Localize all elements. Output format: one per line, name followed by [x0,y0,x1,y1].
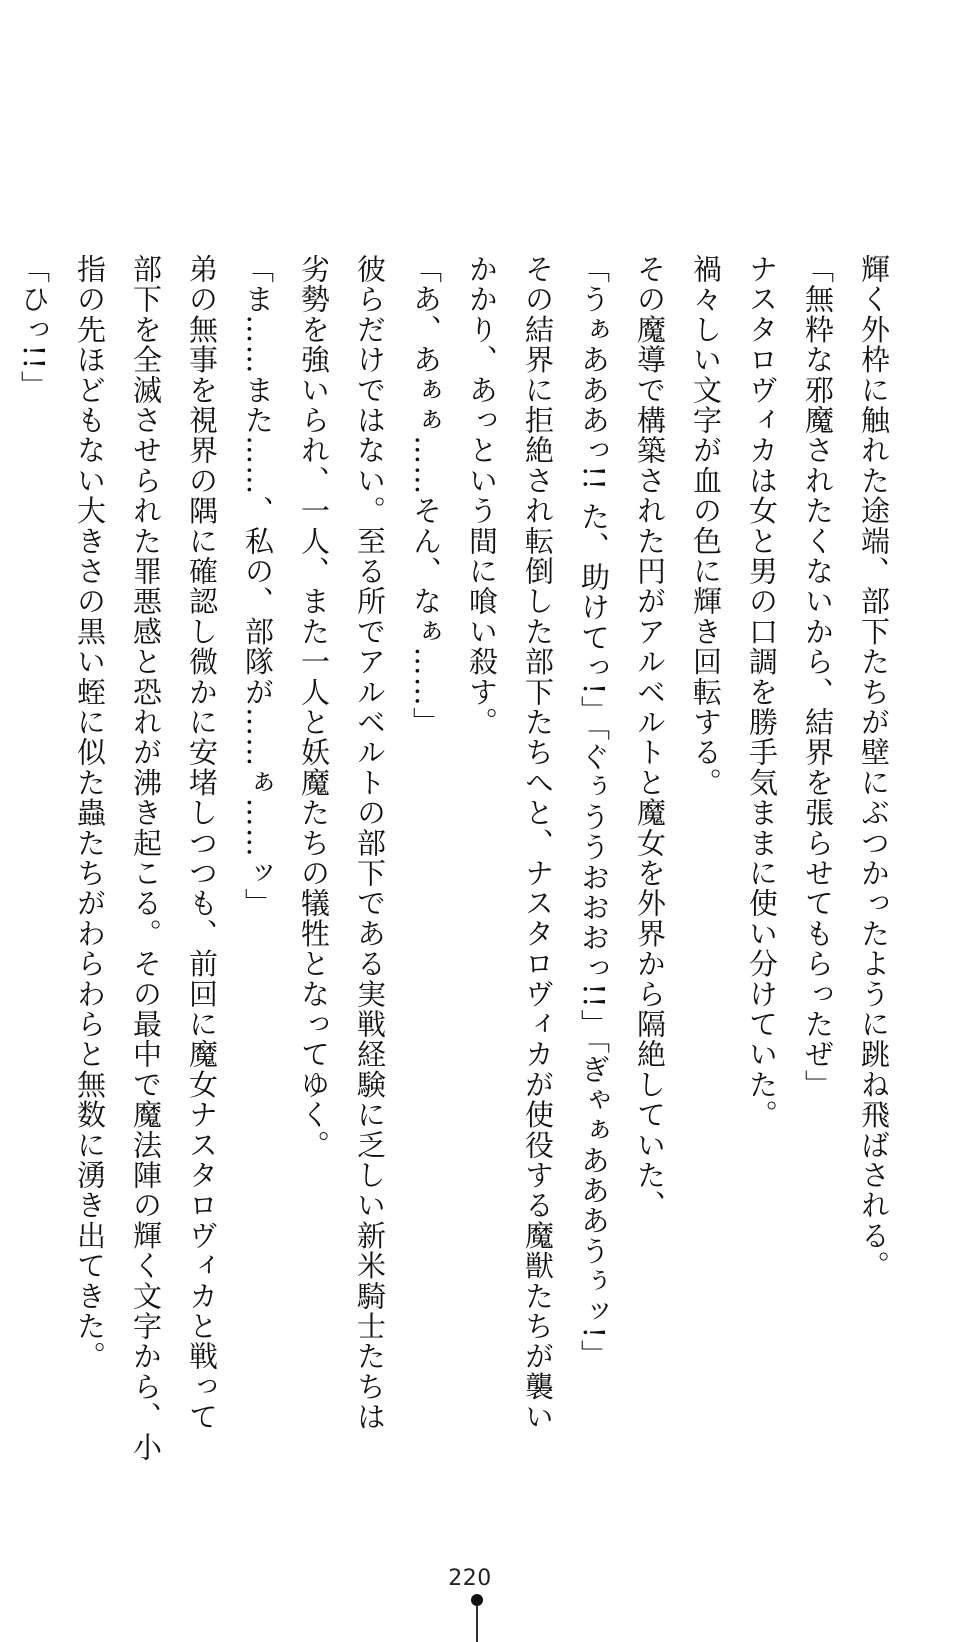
text-line: その魔導で構築された円がアルベルトと魔女を外界から隔絶していた、 [633,254,667,1221]
text-line: かかり、あっという間に喰い殺す。 [465,254,499,738]
text-line: 「ひっ!!」 [17,254,51,401]
text-line: 「うぁあああっ!! た、助けてっ!」「ぐぅううおおおっ!!」「ぎゃぁあああうぅッ!」 [577,254,611,1370]
text-line: 彼らだけではない。至る所でアルベルトの部下である実戦経験に乏しい新米騎士たちは [353,254,387,1432]
text-line: その結界に拒絶され転倒した部下たちへと、ナスタロヴィカが使役する魔獣たちが襲い [521,254,555,1432]
vertical-text-body [17,254,902,1462]
text-line: 劣勢を強いられ、一人、また一人と妖魔たちの犠牲となってゆく。 [297,254,331,1160]
text-line: 「ま……また……、私の、部隊が……ぁ……ッ」 [241,254,275,919]
folio-ornament [471,1594,483,1642]
text-line: 指の先ほどもない大きさの黒い蛭に似た蟲たちがわらわらと無数に湧き出てきた。 [73,254,107,1372]
folio-rule [476,1606,478,1642]
text-line: 「あ、あぁぁ……そん、なぁ……」 [409,254,443,738]
text-line: ナスタロヴィカは女と男の口調を勝手気ままに使い分けていた。 [745,254,779,1130]
text-line: 部下を全滅させられた罪悪感と恐れが沸き起こる。その最中で魔法陣の輝く文字から、小 [129,254,163,1462]
text-line [0,254,6,1404]
page-number: 220 [448,1566,492,1591]
folio-dot-icon [471,1594,483,1606]
text-line: 「無粋な邪魔されたくないから、結界を張らせてもらったぜ」 [801,254,835,1100]
text-line: 弟の無事を視界の隅に確認し微かに安堵しつつも、前回に魔女ナスタロヴィカと戦って [185,254,219,1432]
text-line: 輝く外枠に触れた途端、部下たちが壁にぶつかったように跳ね飛ばされる。 [857,254,891,1281]
text-line: 禍々しい文字が血の色に輝き回転する。 [689,254,723,798]
